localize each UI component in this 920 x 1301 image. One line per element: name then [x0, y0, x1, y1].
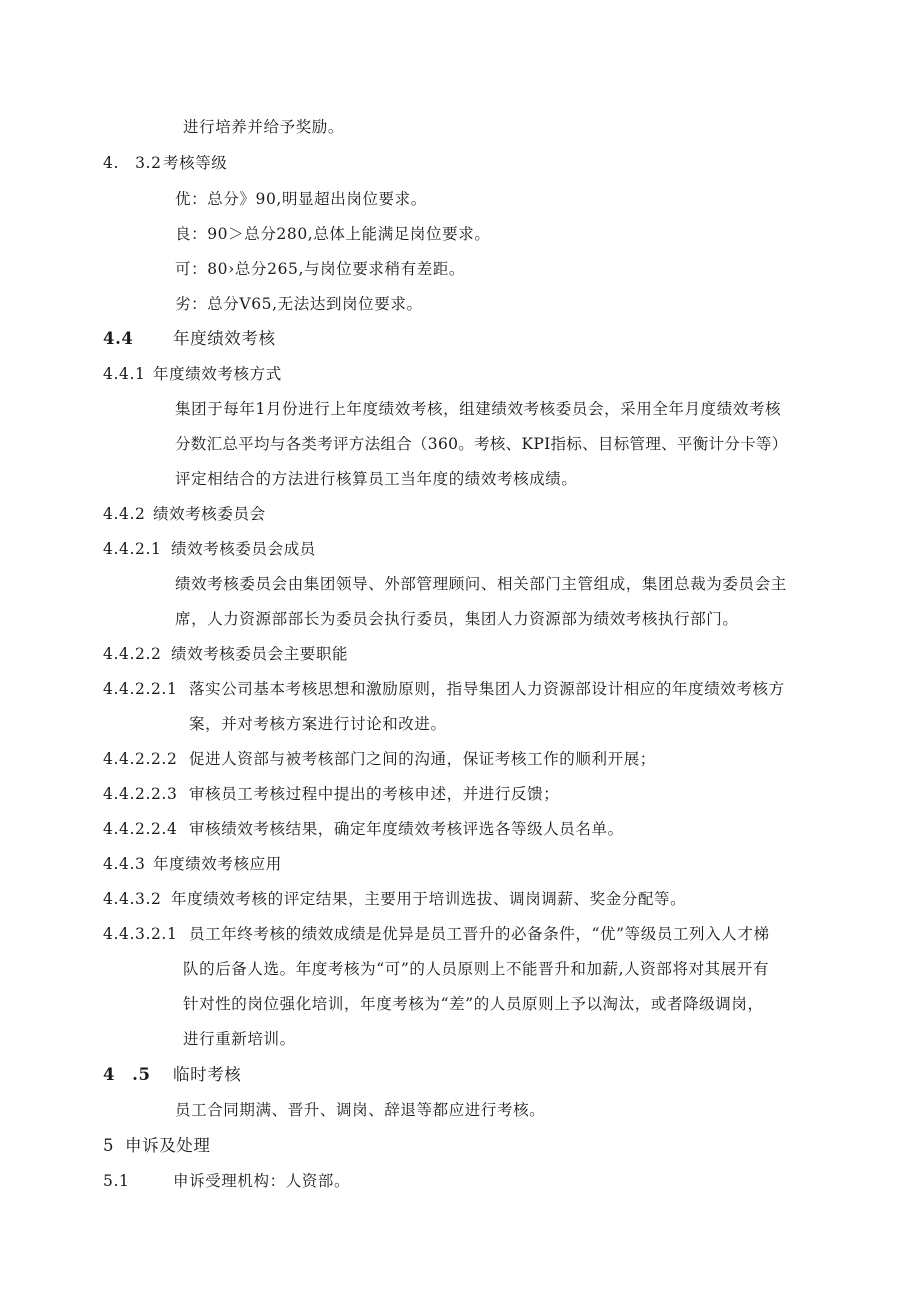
- grade-fair: 可：80›总分265,与岗位要求稍有差距。: [175, 260, 466, 278]
- section-number: 4.4.2.1: [103, 540, 162, 558]
- list-item-4-4-3-2-1: 4.4.3.2.1 员工年终考核的绩效成绩是优异是员工晋升的必备条件，“优”等级员工列入人才梯: [103, 925, 770, 943]
- section-number: 4.4.2: [103, 505, 146, 523]
- item-number: 4.4.2.2.2: [103, 750, 178, 768]
- section-title: 年度绩效考核方式: [153, 365, 282, 383]
- paragraph-line: 进行重新培训。: [183, 1030, 296, 1048]
- grade-excellent: 优：总分》90,明显超出岗位要求。: [175, 190, 427, 208]
- section-number: 4.4.3: [103, 855, 146, 873]
- section-number: 4 .5: [103, 1065, 151, 1084]
- paragraph-line: 分数汇总平均与各类考评方法组合（360。考核、KPI指标、目标管理、平衡计分卡等）: [175, 435, 788, 453]
- section-heading-4-4-2-2: [103, 644, 348, 664]
- section-heading-5-1: [103, 1171, 350, 1191]
- item-number: 4.4.2.2.1: [103, 680, 178, 698]
- paragraph-line: 针对性的岗位强化培训，年度考核为“差”的人员原则上予以淘汰，或者降级调岗，: [183, 995, 764, 1013]
- item-number: 4.4.3.2: [103, 890, 162, 908]
- list-item-4-4-2-2-3: 4.4.2.2.3 审核员工考核过程中提出的考核申述，并进行反馈；: [103, 785, 560, 803]
- section-heading-4-4-3: [103, 854, 282, 874]
- item-number: 4.4.3.2.1: [103, 925, 178, 943]
- section-heading-5: [103, 1136, 211, 1156]
- list-item-4-4-2-2-2: 4.4.2.2.2 促进人资部与被考核部门之间的沟通，保证考核工作的顺利开展；: [103, 750, 656, 768]
- section-title: 申诉受理机构：人资部。: [173, 1172, 351, 1190]
- section-title: 绩效考核委员会: [153, 505, 266, 523]
- section-title: 临时考核: [173, 1065, 242, 1084]
- paragraph-line: 案，并对考核方案进行讨论和改进。: [189, 715, 447, 733]
- section-title: 年度绩效考核应用: [153, 855, 282, 873]
- list-item-4-4-2-2-1: 4.4.2.2.1 落实公司基本考核思想和激励原则，指导集团人力资源部设计相应的年度绩效考核方: [103, 680, 785, 698]
- paragraph-line: 集团于每年1月份进行上年度绩效考核，组建绩效考核委员会，采用全年月度绩效考核: [175, 400, 782, 418]
- paragraph-line: 席，人力资源部部长为委员会执行委员，集团人力资源部为绩效考核执行部门。: [175, 610, 739, 628]
- section-title: 绩效考核委员会主要职能: [171, 645, 349, 663]
- list-item-4-4-2-2-4: 4.4.2.2.4 审核绩效考核结果，确定年度绩效考核评选各等级人员名单。: [103, 820, 624, 838]
- section-number: 4.4: [103, 329, 134, 348]
- paragraph-line: 员工合同期满、晋升、调岗、辞退等都应进行考核。: [175, 1101, 546, 1119]
- section-title: 年度绩效考核: [173, 329, 276, 348]
- section-heading-4-5: [103, 1065, 241, 1085]
- section-heading-4-4: [103, 329, 276, 349]
- grade-good: 良：90＞总分280,总体上能满足岗位要求。: [175, 225, 491, 243]
- paragraph-line: 绩效考核委员会由集团领导、外部管理顾问、相关部门主管组成，集团总裁为委员会主: [175, 575, 787, 593]
- section-number: 5: [103, 1136, 115, 1155]
- section-heading-4-4-1: [103, 364, 282, 384]
- section-heading-4-4-2-1: [103, 539, 316, 559]
- section-title: 申诉及处理: [125, 1136, 211, 1155]
- section-number: 5.1: [103, 1172, 130, 1190]
- item-number: 4.4.2.2.3: [103, 785, 178, 803]
- section-title: 绩效考核委员会成员: [171, 540, 316, 558]
- paragraph-line: 评定相结合的方法进行核算员工当年度的绩效考核成绩。: [175, 470, 578, 488]
- item-number: 4.4.2.2.4: [103, 820, 178, 838]
- section-heading-4-4-2: [103, 504, 266, 524]
- section-heading-4-3-2: [103, 153, 227, 173]
- list-item-4-4-3-2: 4.4.3.2 年度绩效考核的评定结果，主要用于培训选拔、调岗调薪、奖金分配等。: [103, 890, 687, 908]
- section-title: 考核等级: [163, 154, 228, 172]
- section-number: 4.4.1: [103, 365, 146, 383]
- section-number: 4. 3.2: [103, 154, 162, 172]
- paragraph-line: 进行培养并给予奖励。: [183, 118, 345, 136]
- grade-poor: 劣：总分V65,无法达到岗位要求。: [175, 295, 423, 313]
- paragraph-line: 队的后备人选。年度考核为“可”的人员原则上不能晋升和加薪,人资部将对其展开有: [183, 960, 770, 978]
- section-number: 4.4.2.2: [103, 645, 162, 663]
